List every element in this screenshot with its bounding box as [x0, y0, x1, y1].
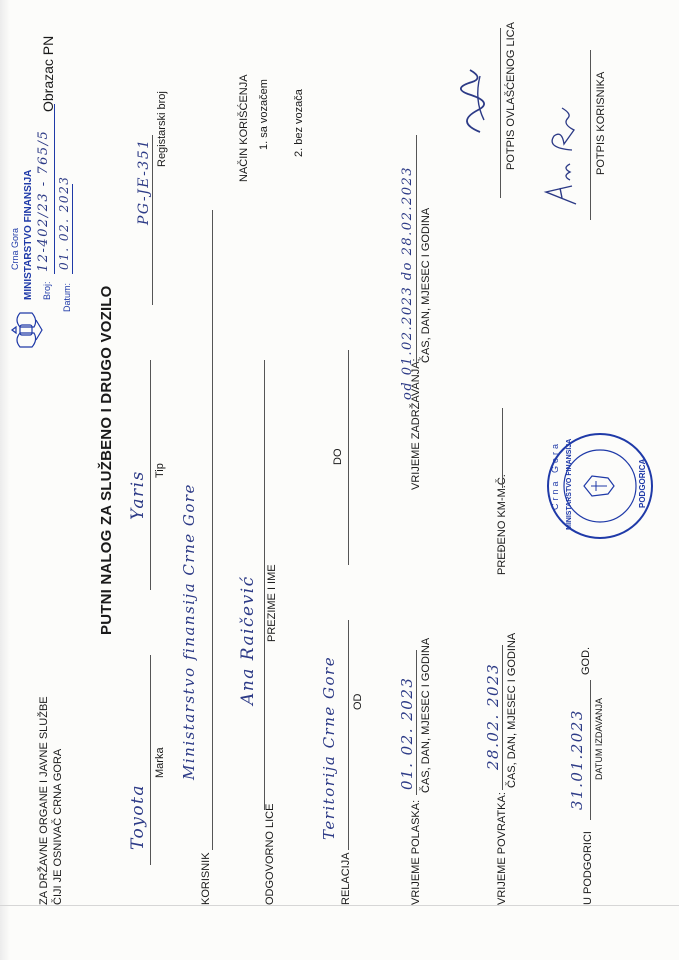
datum-value: 01. 02. 2023: [57, 175, 71, 270]
coat-of-arms-icon: [8, 305, 44, 355]
polazak-line: [416, 650, 417, 795]
potpis-korisnika-label: POTPIS KORISNIKA: [595, 71, 607, 175]
relacija-value: Teritorija Crne Gore: [320, 655, 338, 840]
tip-value: Yaris: [128, 470, 148, 520]
stamp-top-text: Crna Gora: [550, 440, 560, 510]
zadrzavanja-line: [416, 135, 417, 365]
datum-izdavanja-label: DATUM IZDAVANJA: [594, 697, 604, 780]
predjeno-label: PREĐENO KM-M.Č.: [496, 474, 508, 575]
povratka-line: [502, 645, 503, 790]
potpis-ovlascenog-label: POTPIS OVLAŠĆENOG LICA: [505, 22, 517, 170]
marka-label: Marka: [154, 747, 166, 778]
izdavanje-value: 31.01.2023: [568, 709, 586, 810]
form-code: Obrazac PN: [40, 35, 56, 112]
korisnik-line: [212, 210, 213, 850]
stamp-city: PODGORICA: [638, 458, 647, 508]
od-label: OD: [352, 693, 364, 710]
zadrzavanja-value: od 01.02.2023 do 28.02.2023: [400, 165, 415, 400]
marka-line: [150, 655, 151, 865]
korisnik-value: Ministarstvo finansija Crne Gore: [180, 483, 198, 780]
polazak-value: 01. 02. 2023: [398, 676, 416, 790]
odgovorno-label: ODGOVORNO LICE: [264, 803, 276, 905]
relacija-do-line: [348, 350, 349, 565]
relacija-label: RELACIJA: [340, 852, 352, 905]
nacin-label: NAČIN KORIŠĆENJA: [238, 74, 250, 182]
reg-label: Registarski broj: [156, 91, 168, 167]
polazak-label: VRIJEME POLASKA:: [410, 799, 422, 905]
zadrzavanja-cas-label: ČAS, DAN, MJESEC I GODINA: [420, 207, 432, 363]
do-label: DO: [332, 448, 344, 465]
povratka-value: 28.02. 2023: [484, 662, 502, 770]
header-left-line1: ZA DRŽAVNE ORGANE I JAVNE SLUŽBE: [38, 696, 50, 905]
nacin-option-2: 2. bez vozača: [293, 89, 305, 157]
predjeno-line: [502, 408, 503, 488]
page-title: PUTNI NALOG ZA SLUŽBENO I DRUGO VOZILO: [98, 285, 115, 635]
marka-value: Toyota: [128, 783, 148, 850]
potpis-korisnika-line: [590, 50, 591, 220]
tip-label: Tip: [154, 463, 166, 478]
nacin-option-1: 1. sa vozačem: [258, 79, 270, 150]
relacija-od-line: [348, 620, 349, 850]
header-left-line2: ČIJI JE OSNIVAČ CRNA GORA: [52, 748, 64, 905]
polazak-cas-label: ČAS, DAN, MJESEC I GODINA: [420, 637, 432, 793]
datum-underline: [72, 184, 73, 274]
mjesto-label: U PODGORICI: [582, 831, 594, 905]
header-country: Crna Gora: [10, 227, 20, 270]
zadrzavanja-label: VRIJEME ZADRŽAVANJA:: [410, 358, 422, 490]
izdavanje-line: [590, 680, 591, 820]
reg-value: PG-JE-351: [136, 138, 152, 225]
authorized-signature-icon: [450, 60, 500, 140]
god-label: GOD.: [580, 646, 592, 675]
odgovorno-line: [264, 360, 265, 810]
datum-label: Datum:: [62, 282, 72, 312]
korisnik-label: KORISNIK: [200, 852, 212, 905]
header-ministry: MINISTARSTVO FINANSIJA: [23, 169, 34, 300]
odgovorno-value: Ana Raičević: [238, 575, 258, 705]
prezime-label: PREZIME I IME: [266, 564, 278, 642]
broj-underline: [54, 104, 55, 274]
povratka-cas-label: ČAS, DAN, MJESEC I GODINA: [506, 632, 518, 788]
broj-label: Broj:: [42, 281, 52, 300]
reg-line: [152, 135, 153, 305]
user-signature-icon: [532, 100, 592, 210]
stamp-middle-text: MINISTARSTVO FINANSIJA: [566, 438, 573, 530]
potpis-ovlascenog-line: [500, 28, 501, 198]
tip-line: [150, 360, 151, 590]
broj-value: 12-402/23 - 765/5: [36, 129, 51, 272]
povratka-label: VRIJEME POVRATKA:: [496, 792, 508, 905]
